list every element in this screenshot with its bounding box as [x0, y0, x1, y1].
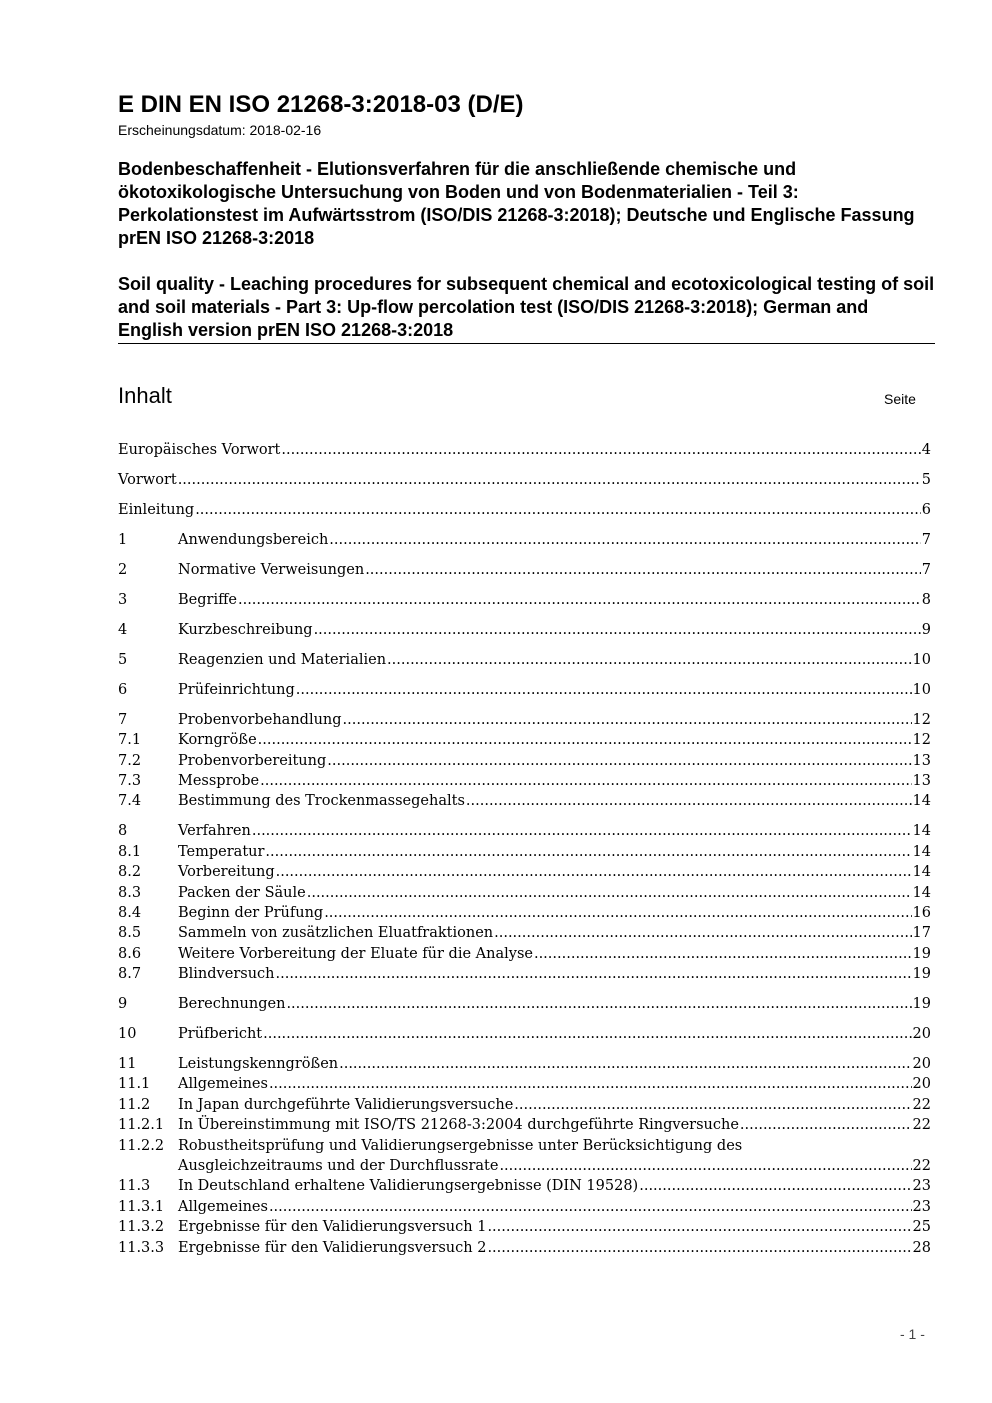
toc-entry-page: 13	[912, 752, 931, 769]
toc-leader-dots	[494, 923, 911, 943]
toc-entry[interactable]	[118, 730, 931, 750]
toc-entry-title: Kurzbeschreibung	[178, 621, 313, 638]
title-divider	[118, 343, 935, 344]
toc-leader-dots	[263, 1024, 911, 1044]
toc-entry-page: 19	[912, 966, 931, 983]
toc-entry[interactable]	[118, 710, 931, 730]
page-number: - 1 -	[900, 1326, 925, 1342]
toc-entry-number: 9	[118, 996, 128, 1013]
toc-entry-number: 10	[118, 1026, 137, 1043]
toc-entry-title-continued: Ausgleichzeitraums und der Durchflussrate	[178, 1158, 499, 1175]
toc-entry-page: 10	[912, 681, 931, 698]
toc-entry-page: 14	[912, 823, 931, 840]
toc-leader-dots	[324, 903, 911, 923]
toc-leader-dots	[307, 883, 912, 903]
toc-leader-dots	[365, 560, 921, 580]
toc-leader-dots	[327, 751, 911, 771]
toc-entry-number: 3	[118, 591, 128, 608]
toc-entry-number: 11.3.3	[118, 1239, 165, 1256]
toc-leader-dots	[499, 1156, 911, 1176]
toc-entry[interactable]	[118, 560, 931, 580]
toc-entry-title: Anwendungsbereich	[178, 531, 329, 548]
toc-entry-title: Vorwort	[118, 471, 177, 488]
toc-entry[interactable]	[118, 964, 931, 984]
toc-entry-title: Messprobe	[178, 773, 260, 790]
toc-entry-title: In Übereinstimmung mit ISO/TS 21268-3:2004 durchgeführte Ringversuche	[178, 1117, 739, 1134]
toc-entry-title: Allgemeines	[178, 1076, 268, 1093]
toc-entry-title: Begriffe	[178, 591, 237, 608]
toc-entry-number: 8.6	[118, 945, 142, 962]
toc-leader-dots	[514, 1095, 911, 1115]
toc-entry-page: 20	[912, 1076, 931, 1093]
toc-entry[interactable]	[118, 923, 931, 943]
toc-page-label: Seite	[884, 391, 916, 407]
toc-leader-dots	[276, 964, 912, 984]
toc-leader-dots	[343, 710, 912, 730]
toc-entry-continuation[interactable]	[118, 1156, 931, 1176]
toc-entry-page: 12	[912, 711, 931, 728]
toc-leader-dots	[314, 620, 921, 640]
toc-leader-dots	[238, 590, 921, 610]
toc-entry[interactable]	[118, 883, 931, 903]
toc-entry-title: Allgemeines	[178, 1198, 268, 1215]
toc-entry[interactable]	[118, 470, 931, 490]
toc-entry-title: Leistungskenngrößen	[178, 1056, 339, 1073]
toc-entry-number: 8.7	[118, 966, 142, 983]
toc-entry-title: Normative Verweisungen	[178, 561, 365, 578]
toc-entry[interactable]	[118, 530, 931, 550]
toc-leader-dots	[178, 470, 921, 490]
table-of-contents	[118, 440, 931, 1258]
toc-entry-title: Beginn der Prüfung	[178, 904, 324, 921]
toc-entry-title: Europäisches Vorwort	[118, 442, 281, 458]
toc-entry[interactable]	[118, 751, 931, 771]
toc-leader-dots	[276, 862, 912, 882]
toc-leader-dots	[269, 1197, 912, 1217]
toc-entry[interactable]	[118, 791, 931, 811]
toc-entry-number: 2	[118, 561, 128, 578]
toc-leader-dots	[296, 680, 912, 700]
toc-entry[interactable]	[118, 1074, 931, 1094]
toc-entry-title: Reagenzien und Materialien	[178, 651, 387, 668]
toc-leader-dots	[639, 1176, 911, 1196]
toc-entry-page: 25	[912, 1219, 931, 1236]
toc-entry-page: 7	[921, 531, 931, 548]
toc-entry-title: Blindversuch	[178, 966, 275, 983]
toc-entry[interactable]	[118, 1115, 931, 1135]
toc-entry-number: 5	[118, 651, 128, 668]
document-title: E DIN EN ISO 21268-3:2018-03 (D/E)	[118, 91, 524, 118]
toc-entry[interactable]	[118, 500, 931, 520]
toc-entry-page: 4	[921, 442, 931, 458]
toc-leader-dots	[269, 1074, 912, 1094]
toc-entry-page: 20	[912, 1026, 931, 1043]
toc-entry-title: Weitere Vorbereitung der Eluate für die Analyse	[178, 945, 533, 962]
toc-leader-dots	[258, 730, 912, 750]
toc-entry[interactable]	[118, 1054, 931, 1074]
toc-entry-number: 11.3	[118, 1178, 151, 1195]
toc-entry-number: 7	[118, 711, 128, 728]
toc-entry-number: 11.2.1	[118, 1117, 165, 1134]
toc-entry-page: 6	[921, 501, 931, 518]
toc-entry[interactable]	[118, 821, 931, 841]
toc-entry-title: Probenvorbereitung	[178, 752, 327, 769]
toc-entry-number: 7.2	[118, 752, 142, 769]
toc-entry[interactable]	[118, 620, 931, 640]
toc-entry[interactable]	[118, 903, 931, 923]
toc-leader-dots	[265, 842, 911, 862]
toc-heading: Inhalt	[118, 383, 172, 408]
toc-leader-dots	[487, 1217, 911, 1237]
toc-leader-dots	[466, 791, 912, 811]
toc-entry-page: 14	[912, 843, 931, 860]
toc-entry[interactable]	[118, 440, 931, 460]
english-title: Soil quality - Leaching procedures for subsequent chemical and ecotoxicological testing of soil and soil materials - Part 3: Up-flow percolation test (ISO/DIS 21268-3:2018); German and English version prEN ISO 21268-3:2018	[118, 274, 935, 340]
toc-entry-page: 19	[912, 996, 931, 1013]
toc-entry-title: In Japan durchgeführte Validierungsversuche	[178, 1096, 514, 1113]
toc-leader-dots	[281, 440, 920, 460]
toc-entry-title: Ergebnisse für den Validierungsversuch 2	[178, 1239, 487, 1256]
german-title: Bodenbeschaffenheit - Elutionsverfahren für die anschließende chemische und ökotoxikologische Untersuchung von Boden und von Bodenmaterialien - Teil 3: Perkolationstest im Aufwärtsstrom (ISO/DIS 21268-3:2018); Deutsche und Englische Fassung prEN ISO 21268-3:2018	[118, 159, 915, 248]
toc-entry[interactable]	[118, 842, 931, 862]
toc-leader-dots	[252, 821, 912, 841]
toc-entry-title: Sammeln von zusätzlichen Eluatfraktionen	[178, 925, 494, 942]
toc-entry[interactable]	[118, 1238, 931, 1258]
toc-entry[interactable]	[118, 590, 931, 610]
toc-entry-title: Prüfeinrichtung	[178, 681, 295, 698]
toc-entry-title: Berechnungen	[178, 996, 286, 1013]
toc-entry-page: 10	[912, 651, 931, 668]
toc-entry-page: 20	[912, 1056, 931, 1073]
publication-date: Erscheinungsdatum: 2018-02-16	[118, 122, 322, 138]
toc-entry-page: 8	[921, 591, 931, 608]
toc-entry-number: 11.3.1	[118, 1198, 165, 1215]
toc-entry[interactable]	[118, 1136, 931, 1156]
toc-entry-page: 14	[912, 793, 931, 810]
toc-entry-title: Packen der Säule	[178, 884, 306, 901]
toc-entry-title: Robustheitsprüfung und Validierungsergebnisse unter Berücksichtigung des	[178, 1137, 743, 1154]
toc-leader-dots	[487, 1238, 911, 1258]
toc-entry-title: Bestimmung des Trockenmassegehalts	[178, 793, 465, 810]
toc-entry-number: 8.5	[118, 925, 142, 942]
toc-entry-page: 19	[912, 945, 931, 962]
toc-entry[interactable]	[118, 1176, 931, 1196]
toc-entry-page: 16	[912, 904, 931, 921]
toc-entry-title: Korngröße	[178, 732, 257, 749]
toc-entry-title: Verfahren	[178, 823, 251, 840]
toc-leader-dots	[740, 1115, 912, 1135]
toc-entry-number: 8.1	[118, 843, 142, 860]
toc-entry-page: 22	[912, 1096, 931, 1113]
toc-leader-dots	[195, 500, 921, 520]
toc-entry-page: 14	[912, 864, 931, 881]
toc-leader-dots	[339, 1054, 911, 1074]
toc-entry-title: Vorbereitung	[178, 864, 275, 881]
toc-entry[interactable]	[118, 862, 931, 882]
toc-entry-page: 13	[912, 773, 931, 790]
toc-entry-number: 1	[118, 531, 128, 548]
toc-entry-number: 7.1	[118, 732, 142, 749]
toc-entry-page: 14	[912, 884, 931, 901]
toc-entry-page: 17	[912, 925, 931, 942]
toc-entry-title: Einleitung	[118, 501, 195, 518]
toc-entry[interactable]	[118, 771, 931, 791]
toc-entry-title: Probenvorbehandlung	[178, 711, 342, 728]
toc-entry-page: 22	[912, 1117, 931, 1134]
toc-entry-number: 11.2.2	[118, 1137, 165, 1154]
toc-entry[interactable]	[118, 680, 931, 700]
toc-entry-number: 8.2	[118, 864, 142, 881]
toc-entry-page: 22	[912, 1158, 931, 1175]
toc-entry-number: 7.3	[118, 773, 142, 790]
toc-entry-page: 7	[921, 561, 931, 578]
toc-entry-page: 23	[912, 1198, 931, 1215]
toc-entry-page: 12	[912, 732, 931, 749]
toc-entry-number: 7.4	[118, 793, 142, 810]
toc-entry-number: 11.2	[118, 1096, 151, 1113]
toc-entry[interactable]	[118, 1217, 931, 1237]
toc-entry-title: Prüfbericht	[178, 1026, 263, 1043]
toc-entry-page: 5	[921, 471, 931, 488]
toc-entry-number: 8.3	[118, 884, 142, 901]
toc-entry[interactable]	[118, 1197, 931, 1217]
toc-entry-number: 11.1	[118, 1076, 151, 1093]
toc-entry-page: 9	[921, 621, 931, 638]
toc-entry-title: In Deutschland erhaltene Validierungsergebnisse (DIN 19528)	[178, 1178, 639, 1195]
toc-entry-number: 4	[118, 621, 128, 638]
toc-entry-number: 11.3.2	[118, 1219, 165, 1236]
toc-entry-title: Temperatur	[178, 843, 265, 860]
toc-entry-number: 11	[118, 1056, 137, 1073]
toc-entry[interactable]	[118, 944, 931, 964]
toc-entry-page: 28	[912, 1239, 931, 1256]
toc-entry[interactable]	[118, 994, 931, 1014]
toc-entry[interactable]	[118, 1024, 931, 1044]
toc-entry-page: 23	[912, 1178, 931, 1195]
toc-leader-dots	[534, 944, 912, 964]
toc-entry[interactable]	[118, 1095, 931, 1115]
toc-entry-number: 8	[118, 823, 128, 840]
toc-entry-number: 6	[118, 681, 128, 698]
toc-leader-dots	[387, 650, 912, 670]
toc-leader-dots	[329, 530, 920, 550]
toc-entry[interactable]	[118, 650, 931, 670]
toc-entry-title: Ergebnisse für den Validierungsversuch 1	[178, 1219, 487, 1236]
toc-leader-dots	[260, 771, 911, 791]
toc-entry-number: 8.4	[118, 904, 142, 921]
toc-leader-dots	[286, 994, 911, 1014]
